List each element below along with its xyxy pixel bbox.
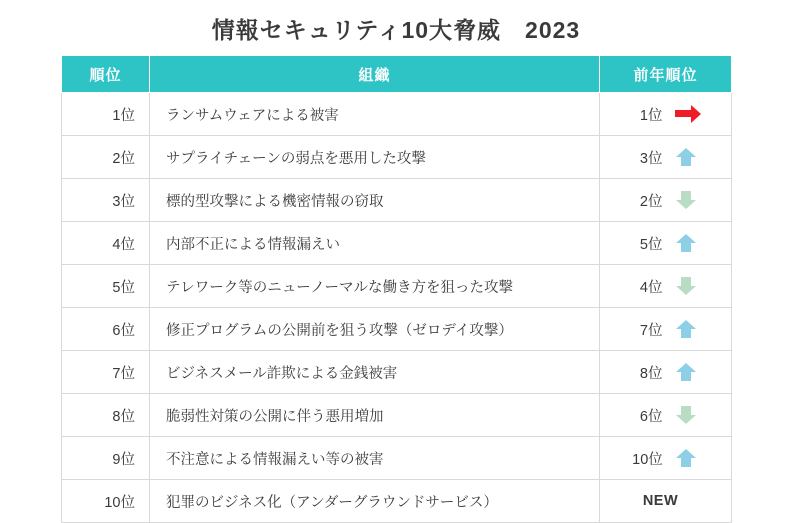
cell-organization: 修正プログラムの公開前を狙う攻撃（ゼロデイ攻撃）	[150, 308, 600, 351]
previous-rank-label: 1位	[639, 107, 663, 124]
cell-organization: 標的型攻撃による機密情報の窃取	[150, 179, 600, 222]
cell-rank: 8位	[62, 394, 150, 437]
cell-organization: 犯罪のビジネス化（アンダーグラウンドサービス）	[150, 480, 600, 523]
table-row	[62, 394, 732, 437]
cell-organization: ビジネスメール詐欺による金銭被害	[150, 351, 600, 394]
arrow-down-icon	[673, 189, 699, 211]
previous-rank-label: 4位	[639, 279, 663, 296]
cell-rank: 2位	[62, 136, 150, 179]
arrow-up-icon	[673, 146, 699, 168]
cell-organization: テレワーク等のニューノーマルな働き方を狙った攻撃	[150, 265, 600, 308]
cell-previous-rank	[600, 93, 732, 136]
cell-organization: 不注意による情報漏えい等の被害	[150, 437, 600, 480]
table-row	[62, 222, 732, 265]
cell-previous-rank	[600, 179, 732, 222]
cell-rank: 4位	[62, 222, 150, 265]
table-header	[62, 56, 732, 93]
table-row	[62, 179, 732, 222]
threats-table	[61, 55, 732, 523]
cell-previous-rank	[600, 265, 732, 308]
previous-rank-label: 6位	[639, 408, 663, 425]
cell-previous-rank	[600, 480, 732, 523]
previous-rank-label: 2位	[639, 193, 663, 210]
cell-previous-rank	[600, 222, 732, 265]
table-row	[62, 93, 732, 136]
table-row	[62, 437, 732, 480]
arrow-up-icon	[673, 447, 699, 469]
arrow-up-icon	[673, 232, 699, 254]
cell-rank: 10位	[62, 480, 150, 523]
page-title: 情報セキュリティ10大脅威 2023	[211, 17, 581, 43]
previous-rank-label: 5位	[639, 236, 663, 253]
table-body	[62, 93, 732, 523]
table-row	[62, 265, 732, 308]
arrow-down-icon	[673, 404, 699, 426]
cell-previous-rank	[600, 437, 732, 480]
column-header-previous-rank: 前年順位	[600, 56, 732, 93]
cell-rank: 7位	[62, 351, 150, 394]
threats-table-container	[61, 55, 731, 523]
arrow-up-icon	[673, 361, 699, 383]
cell-rank: 6位	[62, 308, 150, 351]
cell-rank: 9位	[62, 437, 150, 480]
arrow-down-icon	[673, 275, 699, 297]
cell-previous-rank	[600, 136, 732, 179]
cell-rank: 5位	[62, 265, 150, 308]
table-row	[62, 351, 732, 394]
cell-organization: ランサムウェアによる被害	[150, 93, 600, 136]
previous-rank-label: 10位	[632, 451, 663, 468]
table-header-row	[62, 56, 732, 93]
column-header-rank: 順位	[62, 56, 150, 93]
table-row	[62, 308, 732, 351]
cell-previous-rank	[600, 351, 732, 394]
cell-previous-rank	[600, 394, 732, 437]
previous-rank-label: 7位	[639, 322, 663, 339]
cell-rank: 3位	[62, 179, 150, 222]
table-row	[62, 480, 732, 523]
cell-organization: 内部不正による情報漏えい	[150, 222, 600, 265]
cell-previous-rank	[600, 308, 732, 351]
cell-rank: 1位	[62, 93, 150, 136]
previous-rank-label: NEW	[642, 493, 679, 509]
arrow-right-icon	[673, 103, 699, 125]
cell-organization: サプライチェーンの弱点を悪用した攻撃	[150, 136, 600, 179]
previous-rank-label: 8位	[639, 365, 663, 382]
cell-organization: 脆弱性対策の公開に伴う悪用増加	[150, 394, 600, 437]
column-header-organization: 組織	[150, 56, 600, 93]
arrow-up-icon	[673, 318, 699, 340]
previous-rank-label: 3位	[639, 150, 663, 167]
table-row	[62, 136, 732, 179]
